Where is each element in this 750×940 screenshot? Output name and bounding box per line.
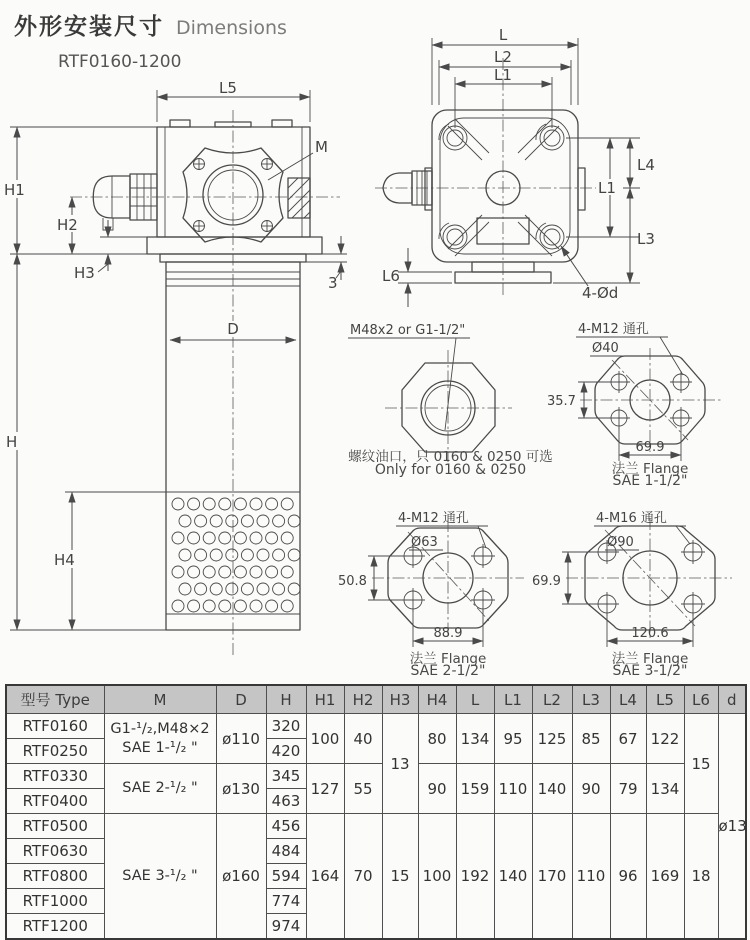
cell-m-group3: SAE 3-¹/₂ " — [104, 814, 216, 940]
cell-h2: 40 — [344, 714, 382, 764]
table-row — [6, 714, 746, 739]
threaded-port-drawing — [348, 323, 512, 462]
col-header-l2: L2 — [532, 685, 572, 714]
flange2-caption: 法兰 Flange — [409, 651, 487, 667]
dim-label-l3: L3 — [637, 230, 655, 248]
dim-label-l6: L6 — [382, 267, 400, 285]
cell-h: 463 — [266, 789, 306, 814]
col-header-m: M — [104, 685, 216, 714]
cell-h3: 13 — [382, 714, 418, 814]
flange1-hdim: 69.9 — [635, 440, 665, 455]
cell-l5: 134 — [646, 764, 684, 814]
cell-type: RTF0500 — [6, 814, 104, 839]
port-note-en: Only for 0160 & 0250 — [374, 462, 527, 478]
col-header-h4: H4 — [418, 685, 456, 714]
cell-l2: 170 — [532, 814, 572, 940]
cell-l1: 110 — [494, 764, 532, 814]
flange-sae-3-5-drawing — [532, 510, 732, 647]
cell-h: 974 — [266, 914, 306, 940]
flange2-bore-label: Ø63 — [411, 535, 438, 550]
col-header-l3: L3 — [572, 685, 610, 714]
flange1-holes-label: 4-M12 通孔 — [578, 322, 649, 337]
cell-h4: 90 — [418, 764, 456, 814]
cell-m-group1 — [104, 714, 216, 764]
front-view-drawing — [0, 79, 347, 655]
col-header-h: H — [266, 685, 306, 714]
cell-d: ø160 — [216, 814, 266, 940]
page-title-en: Dimensions — [176, 17, 287, 39]
flange1-vdim: 35.7 — [547, 394, 576, 409]
flange3-vdim: 69.9 — [532, 574, 561, 589]
dim-label-l: L — [498, 26, 508, 44]
flange1-size: SAE 1-1/2" — [612, 473, 688, 489]
cell-type: RTF1200 — [6, 914, 104, 940]
flange2-size: SAE 2-1/2" — [410, 663, 486, 679]
cell-type: RTF0800 — [6, 864, 104, 889]
cell-h2: 70 — [344, 814, 382, 940]
dim-label-m: M — [315, 138, 328, 156]
col-header-l6: L6 — [684, 685, 718, 714]
flange3-caption: 法兰 Flange — [611, 651, 689, 667]
cell-type: RTF1000 — [6, 889, 104, 914]
col-header-h2: H2 — [344, 685, 382, 714]
flange-sae-2-5-drawing — [338, 510, 524, 647]
dim-label-h3: H3 — [74, 264, 95, 282]
top-view-drawing — [375, 26, 655, 307]
cell-d-small: ø13 — [718, 714, 746, 940]
flange1-caption: 法兰 Flange — [611, 461, 689, 477]
flange2-vdim: 50.8 — [338, 574, 367, 589]
page-title: 外形安装尺寸 — [14, 14, 164, 40]
flange2-hdim: 88.9 — [433, 626, 463, 641]
table-header-row — [6, 685, 746, 714]
cell-l5: 169 — [646, 814, 684, 940]
cell-l6: 15 — [684, 714, 718, 814]
flange1-bore-label: Ø40 — [592, 341, 619, 356]
cell-h: 456 — [266, 814, 306, 839]
dimensions-table — [5, 684, 747, 940]
cell-h: 774 — [266, 889, 306, 914]
flange3-bore-label: Ø90 — [607, 535, 634, 550]
port-thread-label: M48x2 or G1-1/2" — [350, 323, 466, 338]
port-note-cn: 螺纹油口，只 0160 & 0250 可选 — [348, 449, 553, 465]
cell-l3: 85 — [572, 714, 610, 764]
dim-label-d: D — [227, 320, 239, 338]
col-header-d: D — [216, 685, 266, 714]
cell-h4: 100 — [418, 814, 456, 940]
cell-h1: 164 — [306, 814, 344, 940]
perforated-screen — [172, 498, 300, 612]
cell-l: 134 — [456, 714, 494, 764]
cell-l2: 140 — [532, 764, 572, 814]
dim-label-h: H — [6, 433, 18, 451]
flange-sae-1-5-drawing — [547, 321, 722, 461]
cell-h: 420 — [266, 739, 306, 764]
flange2-holes-label: 4-M12 通孔 — [398, 511, 469, 526]
cell-h1: 127 — [306, 764, 344, 814]
dim-label-4od: 4-Ød — [582, 284, 619, 302]
col-header-l: L — [456, 685, 494, 714]
cell-h4: 80 — [418, 714, 456, 764]
cell-d: ø110 — [216, 714, 266, 764]
cell-d: ø130 — [216, 764, 266, 814]
dim-label-l1-top: L1 — [494, 66, 512, 84]
cell-l1: 140 — [494, 814, 532, 940]
cell-l1: 95 — [494, 714, 532, 764]
cell-l2: 125 — [532, 714, 572, 764]
col-header-l5: L5 — [646, 685, 684, 714]
dim-label-l2: L2 — [494, 48, 512, 66]
dim-label-l1-right: L1 — [598, 179, 616, 197]
cell-l: 192 — [456, 814, 494, 940]
flange3-holes-label: 4-M16 通孔 — [596, 511, 667, 526]
model-range-label: RTF0160-1200 — [58, 52, 182, 72]
dim-label-h1: H1 — [4, 181, 25, 199]
cell-h: 320 — [266, 714, 306, 739]
col-header-h3: H3 — [382, 685, 418, 714]
table-row — [6, 764, 746, 789]
col-header-d-small: d — [718, 685, 746, 714]
cell-h: 594 — [266, 864, 306, 889]
col-header-l1: L1 — [494, 685, 532, 714]
dim-label-plate3: 3 — [328, 274, 338, 292]
dim-label-h4: H4 — [54, 551, 75, 569]
cell-h: 345 — [266, 764, 306, 789]
cell-l5: 122 — [646, 714, 684, 764]
cell-l3: 90 — [572, 764, 610, 814]
cell-h3: 15 — [382, 814, 418, 940]
cell-l4: 67 — [610, 714, 646, 764]
cell-type: RTF0400 — [6, 789, 104, 814]
cell-l4: 79 — [610, 764, 646, 814]
cell-h2: 55 — [344, 764, 382, 814]
flange3-size: SAE 3-1/2" — [612, 663, 688, 679]
dim-label-l4: L4 — [637, 156, 655, 174]
cell-m-group2: SAE 2-¹/₂ " — [104, 764, 216, 814]
cell-l: 159 — [456, 764, 494, 814]
dim-label-l5: L5 — [219, 79, 237, 97]
col-header-type: 型号 Type — [6, 685, 104, 714]
cell-h: 484 — [266, 839, 306, 864]
col-header-h1: H1 — [306, 685, 344, 714]
cell-type: RTF0330 — [6, 764, 104, 789]
cell-l3: 110 — [572, 814, 610, 940]
cell-type: RTF0250 — [6, 739, 104, 764]
flange3-hdim: 120.6 — [631, 626, 669, 641]
cell-type: RTF0160 — [6, 714, 104, 739]
m-line2: SAE 1-¹/₂ " — [122, 739, 198, 756]
col-header-l4: L4 — [610, 685, 646, 714]
cell-l6: 18 — [684, 814, 718, 940]
cell-h1: 100 — [306, 714, 344, 764]
cell-l4: 96 — [610, 814, 646, 940]
table-row — [6, 814, 746, 839]
m-line1: G1-¹/₂,M48×2 — [110, 721, 210, 738]
dim-label-h2: H2 — [57, 216, 78, 234]
cell-type: RTF0630 — [6, 839, 104, 864]
